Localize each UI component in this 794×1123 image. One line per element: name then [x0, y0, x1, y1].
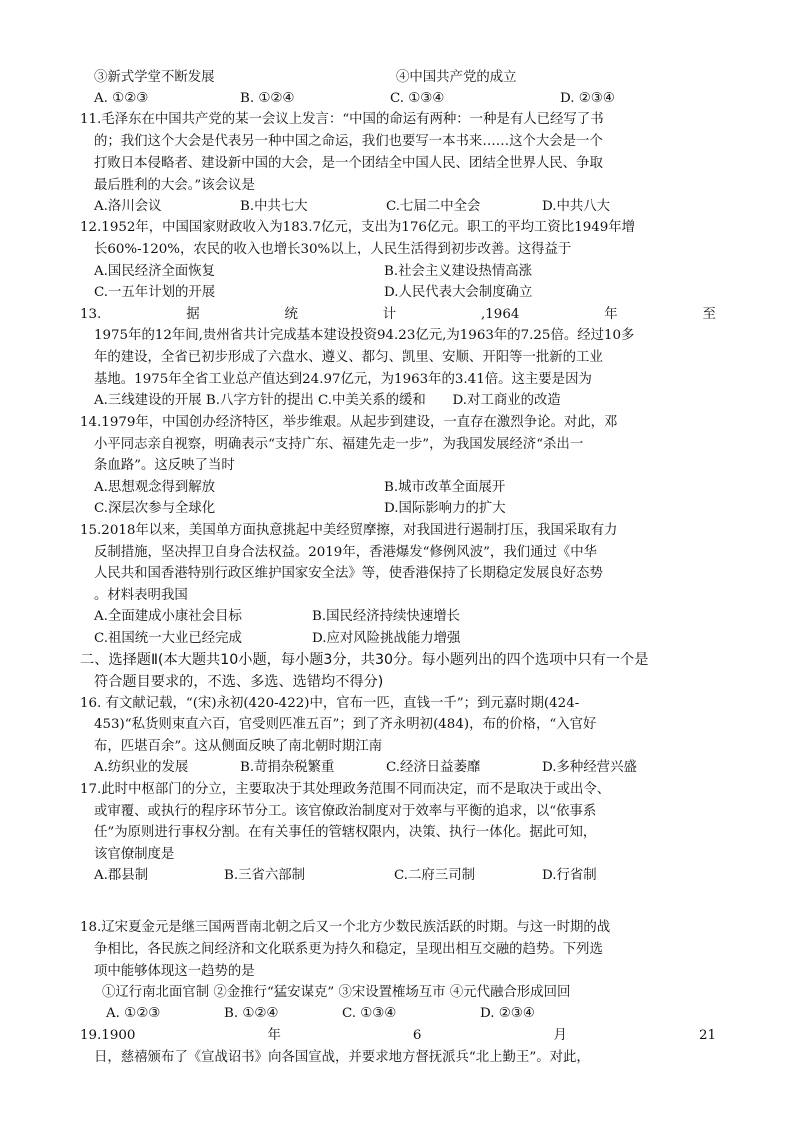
q16-choices — [94, 758, 734, 778]
q18-line: 18.辽宋夏金元是继三国两晋南北朝之后又一个北方少数民族活跃的时期。与这一时期的战 — [80, 920, 611, 935]
q13-word: 至 — [702, 307, 716, 322]
q18-statements: ①辽行南北面官制 ②金推行“猛安谋克” ③宋设置榷场互市 ④元代融合形成回回 — [102, 985, 571, 1000]
q17-line: 任”为原则进行事权分割。在有关事任的管辖权限内，决策、执行一体化。据此可知， — [94, 825, 597, 840]
q13-word: 统 — [284, 307, 298, 322]
q15-choice-c[interactable]: C.祖国统一大业已经完成 — [94, 631, 242, 646]
q12-choice-d[interactable]: D.人民代表大会制度确立 — [384, 285, 533, 300]
q13-word: 计 — [382, 307, 397, 322]
q12-choice-c[interactable]: C.一五年计划的开展 — [94, 285, 216, 300]
q17-line: 该官僚制度是 — [94, 847, 175, 862]
q15-choices-row2 — [94, 629, 734, 649]
q11-choice-d[interactable]: D.中共八大 — [542, 199, 611, 214]
q14-choice-c[interactable]: C.深层次参与全球化 — [94, 501, 216, 516]
q18-line: 争相比，各民族之间经济和文化联系更为持久和稳定，呈现出相互交融的趋势。下列选 — [94, 942, 603, 957]
q17-choice-b[interactable]: B.三省六部制 — [224, 868, 306, 883]
q12-choice-b[interactable]: B.社会主义建设热情高涨 — [384, 264, 533, 279]
q17-choice-a[interactable]: A.郡县制 — [94, 868, 149, 883]
q13-line: 基地。1975年全省工业总产值达到24.97亿元，为1963年的3.41倍。这主要是因为 — [94, 372, 592, 387]
q14-line: 条血路”。这反映了当时 — [94, 458, 235, 473]
section-heading: 二、选择题Ⅱ(本大题共10小题，每小题3分，共30分。每小题列出的四个选项中只有一个是 — [80, 652, 649, 668]
q16-choice-d[interactable]: D.多种经营兴盛 — [542, 760, 637, 775]
q14-line: 小平同志亲自视察，明确表示“支持广东、福建先走一步”，为我国发展经济“杀出一 — [94, 437, 584, 452]
q12-choice-a[interactable]: A.国民经济全面恢复 — [94, 264, 216, 279]
q13-word: 据 — [186, 307, 200, 322]
q18-choices — [94, 1004, 734, 1024]
q14-choices-row1 — [94, 478, 734, 498]
q13-word: 年 — [604, 307, 618, 322]
q14-line: 14.1979年，中国创办经济特区，举步维艰。从起步到建设，一直存在激烈争论。对此，邓 — [80, 415, 618, 430]
q11-line: 打败日本侵略者、建设新中国的大会，是一个团结全中国人民、团结全世界人民、争取 — [94, 156, 603, 171]
q19-first-line — [80, 1026, 716, 1046]
q12-line: 长60%-120%，农民的收入也增长30%以上，人民生活得到初步改善。这得益于 — [94, 242, 572, 257]
q12-choices-row2 — [94, 283, 734, 303]
q15-choices-row1 — [94, 607, 734, 627]
q16-line: 布，匹堪百余”。这从侧面反映了南北朝时期江南 — [94, 739, 383, 754]
q14-choice-b[interactable]: B.城市改革全面展开 — [384, 480, 506, 495]
q15-choice-a[interactable]: A.全面建成小康社会目标 — [94, 609, 242, 624]
q17-line: 17.此时中枢部门的分立，主要取决于其处理政务范围不同而决定，而不是取决于或出令、 — [80, 782, 611, 797]
q16-line: 453)“私货则束直六百，官受则匹准五百”；到了齐永明初(484)，布的价格，“入官好 — [94, 717, 597, 732]
q13-line: 1975年的12年间,贵州省共计完成基本建设投资94.23亿元,为1963年的7.25倍。经过10多 — [94, 328, 635, 343]
q15-line: 反制措施，坚决捍卫自身合法权益。2019年，香港爆发“修例风波”，我们通过《中华 — [94, 545, 598, 560]
q19-word: 6 — [412, 1028, 422, 1043]
q10-opt4: ④中国共产党的成立 — [396, 70, 517, 85]
q10-statements — [94, 68, 734, 88]
q18-choice-b[interactable]: B. ①②④ — [224, 1006, 279, 1021]
q16-line: 16. 有文献记载，“(宋)永初(420-422)中，官布一匹，直钱一千”；到元嘉时期(424- — [80, 696, 580, 711]
q11-choice-a[interactable]: A.洛川会议 — [94, 199, 162, 214]
q16-choice-c[interactable]: C.经济日益萎靡 — [386, 760, 481, 775]
q19-line: 日，慈禧颁布了《宣战诏书》向各国宣战，并要求地方督抚派兵“北上勤王”。对此， — [94, 1050, 590, 1065]
q11-line: 最后胜利的大会。”该会议是 — [94, 178, 255, 193]
q12-line: 12.1952年，中国国家财政收入为183.7亿元，支出为176亿元。职工的平均工资比1949年增 — [80, 220, 636, 235]
q15-line: 人民共和国香港特别行政区维护国家安全法》等，使香港保持了长期稳定发展良好态势 — [94, 566, 603, 581]
q10-choice-d[interactable]: D. ②③④ — [560, 91, 615, 106]
q17-choice-c[interactable]: C.二府三司制 — [394, 868, 475, 883]
q18-choice-d[interactable]: D. ②③④ — [480, 1006, 535, 1021]
q15-line: 15.2018年以来，美国单方面执意挑起中美经贸摩擦，对我国进行遏制打压，我国采取有力 — [80, 523, 618, 538]
q18-line: 项中能够体现这一趋势的是 — [94, 964, 255, 979]
q13-word: ,1964 — [481, 307, 520, 322]
q15-choice-d[interactable]: D.应对风险挑战能力增强 — [312, 631, 461, 646]
q16-choice-b[interactable]: B.苛捐杂税繁重 — [240, 760, 335, 775]
q14-choices-row2 — [94, 499, 734, 519]
q13-word: 13. — [80, 307, 102, 322]
q12-choices-row1 — [94, 262, 734, 282]
q11-choice-c[interactable]: C.七届二中全会 — [386, 199, 481, 214]
section-heading: 符合题目要求的，不选、多选、选错均不得分) — [94, 674, 384, 690]
q15-line: 。材料表明我国 — [94, 588, 188, 603]
q11-line: 的；我们这个大会是代表另一种中国之命运，我们也要写一本书来……这个大会是一个 — [94, 134, 603, 149]
q18-choice-a[interactable]: A. ①②③ — [106, 1006, 161, 1021]
q16-choice-a[interactable]: A.纺织业的发展 — [94, 760, 189, 775]
q17-choice-d[interactable]: D.行省制 — [542, 868, 597, 883]
q13-line: 年的建设，全省已初步形成了六盘水、遵义、都匀、凯里、安顺、开阳等一批新的工业 — [94, 350, 603, 365]
q10-choice-b[interactable]: B. ①②④ — [240, 91, 295, 106]
q10-choices — [94, 89, 734, 109]
q19-word: 月 — [553, 1028, 567, 1043]
q18-choice-c[interactable]: C. ①③④ — [342, 1006, 397, 1021]
q11-line: 11.毛泽东在中国共产党的某一会议上发言：“中国的命运有两种：一种是有人已经写了书 — [80, 112, 604, 127]
q19-word: 19.1900 — [80, 1028, 136, 1043]
q13-first-line — [80, 305, 716, 325]
q17-choices — [94, 866, 734, 886]
q13-choices[interactable]: A.三线建设的开展 B.八字方针的提出 C.中美关系的缓和 D.对工商业的改造 — [94, 393, 561, 408]
q19-word: 21 — [698, 1028, 716, 1043]
q11-choices — [94, 197, 734, 217]
q10-choice-a[interactable]: A. ①②③ — [94, 91, 149, 106]
q19-word: 年 — [267, 1028, 281, 1043]
q11-choice-b[interactable]: B.中共七大 — [240, 199, 308, 214]
q10-opt3: ③新式学堂不断发展 — [94, 70, 215, 85]
q15-choice-b[interactable]: B.国民经济持续快速增长 — [312, 609, 461, 624]
q17-line: 或审覆、或执行的程序环节分工。该官僚政治制度对于效率与平衡的追求，以“依事系 — [94, 804, 597, 819]
q14-choice-a[interactable]: A.思想观念得到解放 — [94, 480, 216, 495]
q14-choice-d[interactable]: D.国际影响力的扩大 — [384, 501, 506, 516]
q10-choice-c[interactable]: C. ①③④ — [390, 91, 445, 106]
